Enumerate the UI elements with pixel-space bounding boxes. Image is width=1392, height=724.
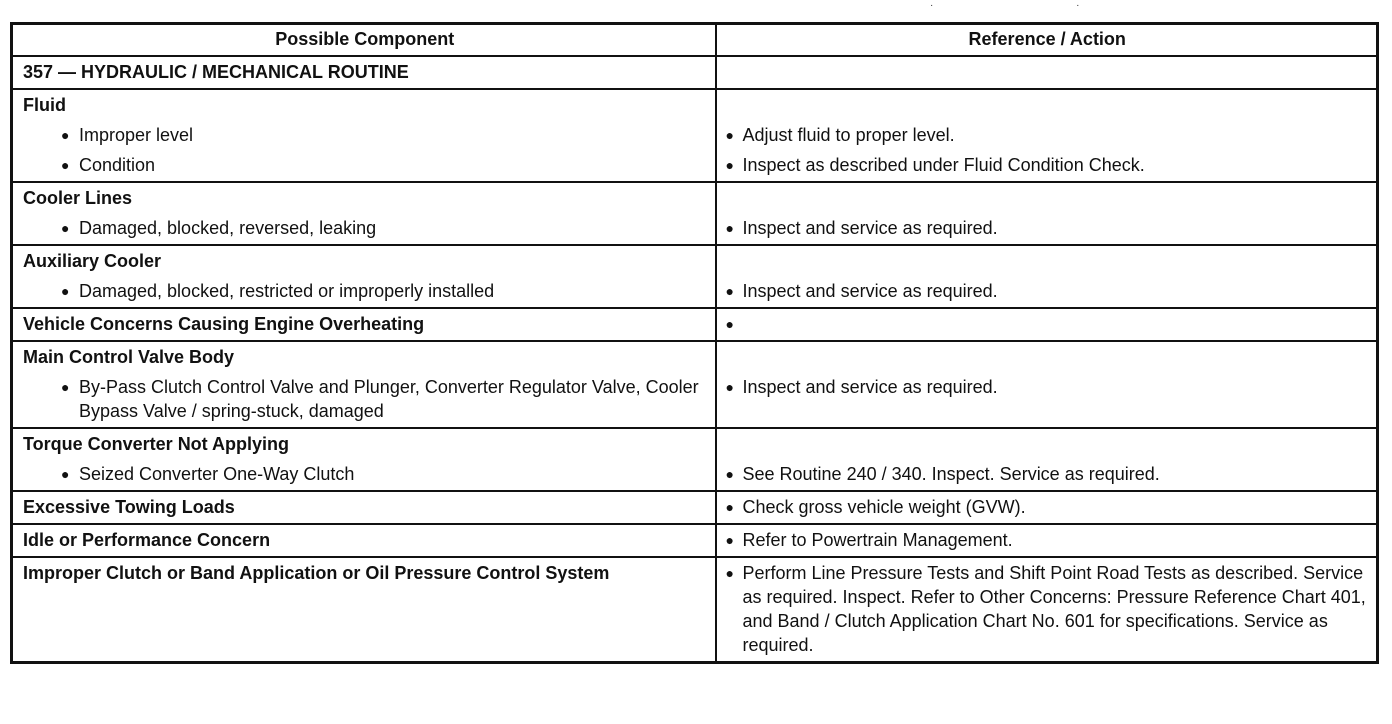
component-item-text: By-Pass Clutch Control Valve and Plunger, Converter Regulator Valve, Cooler Bypass Valve / spring-stuck, damaged	[79, 377, 699, 421]
action-text: Perform Line Pressure Tests and Shift Point Road Tests as described. Service as required. Inspect. Refer to Other Concerns: Pressure Reference Chart 401, and Band / Clutch Application Chart No. 601 for specifications. Service as required.	[742, 563, 1366, 655]
component-heading: Main Control Valve Body	[23, 347, 235, 367]
bullet-icon: ●	[725, 316, 734, 332]
component-heading: Improper Clutch or Band Application or Oil Pressure Control System	[23, 563, 610, 583]
table-row	[12, 245, 1378, 308]
component-item-text: Condition	[79, 155, 156, 175]
bullet-icon: ●	[725, 157, 734, 173]
component-cell	[12, 557, 716, 663]
action-cell	[716, 428, 1378, 491]
component-cell	[12, 245, 716, 308]
table-header-row	[12, 24, 1378, 57]
component-cell	[12, 89, 716, 182]
table-row	[12, 89, 1378, 182]
bullet-icon: ●	[725, 565, 734, 581]
bullet-icon: ●	[725, 127, 734, 143]
routine-title: 357 — HYDRAULIC / MECHANICAL ROUTINE	[23, 62, 409, 82]
component-item	[23, 153, 707, 177]
header-possible-component: Possible Component	[12, 24, 716, 57]
action-item	[726, 561, 1369, 657]
component-cell	[12, 524, 716, 557]
table-row	[12, 308, 1378, 341]
component-item	[23, 462, 707, 486]
table-row	[12, 182, 1378, 245]
action-cell	[716, 308, 1378, 341]
action-cell	[716, 245, 1378, 308]
action-item	[726, 462, 1369, 486]
component-item-text: Seized Converter One-Way Clutch	[79, 464, 355, 484]
action-cell	[716, 89, 1378, 182]
bullet-icon: ●	[725, 466, 734, 482]
component-heading: Fluid	[23, 95, 66, 115]
diagnosis-table	[10, 22, 1379, 664]
component-item	[23, 279, 707, 303]
action-text: Inspect as described under Fluid Condition Check.	[742, 155, 1145, 175]
bullet-icon: ●	[725, 532, 734, 548]
table-row	[12, 557, 1378, 663]
header-reference-action: Reference / Action	[716, 24, 1378, 57]
component-heading: Vehicle Concerns Causing Engine Overheating	[23, 314, 425, 334]
component-cell	[12, 182, 716, 245]
component-item	[23, 123, 707, 147]
component-cell	[12, 428, 716, 491]
action-cell	[716, 182, 1378, 245]
bullet-icon: ●	[725, 499, 734, 515]
component-cell	[12, 308, 716, 341]
bullet-icon: ●	[61, 466, 70, 482]
bullet-icon: ●	[61, 283, 70, 299]
table-row	[12, 524, 1378, 557]
action-cell	[716, 524, 1378, 557]
component-item-text: Improper level	[79, 125, 194, 145]
action-cell	[716, 341, 1378, 428]
bullet-icon: ●	[725, 283, 734, 299]
bullet-icon: ●	[725, 379, 734, 395]
table-row	[12, 341, 1378, 428]
action-item	[726, 375, 1369, 399]
component-item	[23, 375, 707, 423]
empty-action-cell	[716, 56, 1378, 89]
action-item	[726, 279, 1369, 303]
component-item	[23, 216, 707, 240]
component-heading: Cooler Lines	[23, 188, 133, 208]
action-item	[726, 153, 1369, 177]
table-row	[12, 428, 1378, 491]
component-heading: Excessive Towing Loads	[23, 497, 235, 517]
action-text: Adjust fluid to proper level.	[742, 125, 955, 145]
component-heading: Torque Converter Not Applying	[23, 434, 290, 454]
action-cell	[716, 557, 1378, 663]
component-heading: Auxiliary Cooler	[23, 251, 162, 271]
bullet-icon: ●	[61, 379, 70, 395]
action-text: Inspect and service as required.	[742, 377, 998, 397]
table-row	[12, 491, 1378, 524]
table-row	[12, 56, 1378, 89]
component-cell	[12, 341, 716, 428]
action-item	[726, 528, 1369, 552]
action-text: Inspect and service as required.	[742, 218, 998, 238]
action-text: Refer to Powertrain Management.	[742, 530, 1013, 550]
action-item	[726, 495, 1369, 519]
action-item	[726, 216, 1369, 240]
action-text: See Routine 240 / 340. Inspect. Service as required.	[742, 464, 1160, 484]
scan-marks: · ·	[930, 0, 1150, 11]
component-item-text: Damaged, blocked, restricted or improperly installed	[79, 281, 495, 301]
action-item	[726, 123, 1369, 147]
action-cell	[716, 491, 1378, 524]
bullet-icon: ●	[61, 157, 70, 173]
bullet-icon: ●	[725, 220, 734, 236]
component-item-text: Damaged, blocked, reversed, leaking	[79, 218, 377, 238]
action-text: Inspect and service as required.	[742, 281, 998, 301]
routine-title-cell	[12, 56, 716, 89]
bullet-icon: ●	[61, 127, 70, 143]
bullet-icon: ●	[61, 220, 70, 236]
action-text: Check gross vehicle weight (GVW).	[742, 497, 1026, 517]
component-cell	[12, 491, 716, 524]
component-heading: Idle or Performance Concern	[23, 530, 271, 550]
